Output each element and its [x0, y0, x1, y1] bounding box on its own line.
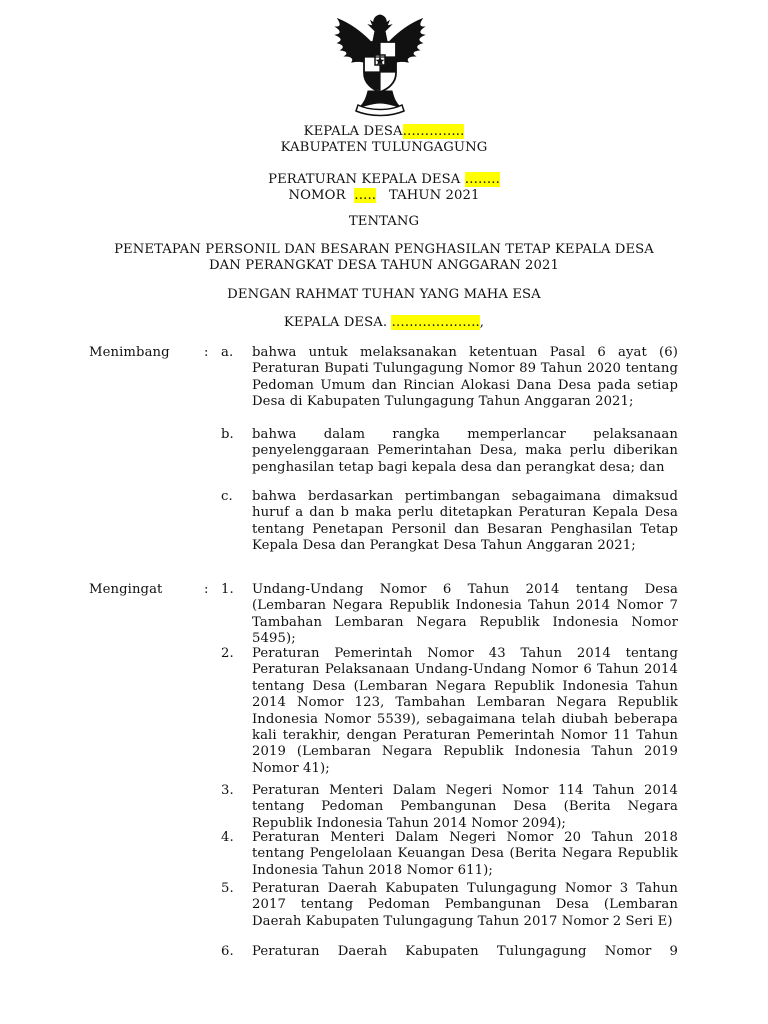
- mengingat-marker-6: 6.: [221, 944, 234, 959]
- regulation-title-prefix: PERATURAN KEPALA DESA: [268, 172, 461, 187]
- head-prefix: KEPALA DESA.: [283, 315, 388, 330]
- issuer-blank: …………..: [402, 124, 465, 139]
- mengingat-marker-2: 2.: [221, 646, 234, 661]
- mengingat-marker-5: 5.: [221, 881, 234, 896]
- about-label: TENTANG: [348, 214, 420, 229]
- regulation-title-blank: ……..: [464, 172, 500, 187]
- blessing-line: DENGAN RAHMAT TUHAN YANG MAHA ESA: [227, 287, 541, 302]
- mengingat-marker-3: 3.: [221, 783, 234, 798]
- issuer-prefix: KEPALA DESA: [303, 124, 403, 139]
- mengingat-item-5: Peraturan Daerah Kabupaten Tulungagung Nomor 3 Tahun 2017 tentang Pedoman Pembangunan Desa (Lembaran Daerah Kabupaten Tulungagung Tahun 2017 Nomor 2 Seri E): [252, 881, 678, 929]
- head-line: [0, 315, 768, 331]
- menimbang-item-a: bahwa untuk melaksanakan ketentuan Pasal 6 ayat (6) Peraturan Bupati Tulungagung Nomor 89 Tahun 2020 tentang Pedoman Umum dan Rincian Alokasi Dana Desa pada setiap Desa di Kabupaten Tulungagung Tahun Anggaran 2021;: [252, 345, 678, 410]
- regulation-year: TAHUN 2021: [388, 188, 480, 203]
- regulation-title-line: [0, 172, 768, 188]
- garuda-emblem-icon: [330, 11, 430, 119]
- menimbang-marker-b: b.: [221, 427, 234, 442]
- menimbang-marker-c: c.: [221, 489, 233, 504]
- mengingat-item-2: Peraturan Pemerintah Nomor 43 Tahun 2014 tentang Peraturan Pelaksanaan Undang-Undang Nomor 6 Tahun 2014 tentang Desa (Lembaran Negara Republik Indonesia Tahun 2014 Nomor 123, Tambahan Lembaran Negara Republik Indonesia Nomor 5539), sebagaimana telah diubah beberapa kali terakhir, dengan Peraturan Pemerintah Nomor 11 Tahun 2019 (Lembaran Negara Republik Indonesia Tahun 2019 Nomor 41);: [252, 646, 678, 776]
- head-suffix: ,: [479, 315, 485, 330]
- about-title-line2: DAN PERANGKAT DESA TAHUN ANGGARAN 2021: [208, 258, 560, 273]
- issuer-line: [0, 124, 768, 140]
- menimbang-label: Menimbang: [89, 345, 170, 360]
- menimbang-colon: :: [204, 345, 209, 360]
- number-blank: …..: [354, 188, 377, 203]
- menimbang-marker-a: a.: [221, 345, 234, 360]
- regency-line: KABUPATEN TULUNGAGUNG: [280, 140, 488, 155]
- mengingat-item-4: Peraturan Menteri Dalam Negeri Nomor 20 Tahun 2018 tentang Pengelolaan Keuangan Desa (Berita Negara Republik Indonesia Tahun 2018 Nomor 611);: [252, 830, 678, 878]
- mengingat-item-6: Peraturan Daerah Kabupaten Tulungagung Nomor 9: [252, 944, 678, 959]
- mengingat-marker-4: 4.: [221, 830, 234, 845]
- mengingat-colon: :: [204, 582, 209, 597]
- mengingat-label: Mengingat: [89, 582, 163, 597]
- menimbang-item-b: bahwa dalam rangka memperlancar pelaksanaan penyelenggaraan Pemerintahan Desa, maka perlu diberikan penghasilan tetap bagi kepala desa dan perangkat desa; dan: [252, 427, 678, 475]
- about-title-line1: PENETAPAN PERSONIL DAN BESARAN PENGHASILAN TETAP KEPALA DESA: [114, 242, 654, 257]
- number-prefix: NOMOR: [288, 188, 346, 203]
- head-blank: ………………..: [391, 315, 480, 330]
- mengingat-item-1: Undang-Undang Nomor 6 Tahun 2014 tentang Desa (Lembaran Negara Republik Indonesia Tahun 2014 Nomor 7 Tambahan Lembaran Negara Republik Indonesia Nomor 5495);: [252, 582, 678, 647]
- regulation-number-line: [0, 188, 768, 204]
- mengingat-item-3: Peraturan Menteri Dalam Negeri Nomor 114 Tahun 2014 tentang Pedoman Pembangunan Desa (Berita Negara Republik Indonesia Tahun 2014 Nomor 2094);: [252, 783, 678, 831]
- mengingat-marker-1: 1.: [221, 582, 234, 597]
- menimbang-item-c: bahwa berdasarkan pertimbangan sebagaimana dimaksud huruf a dan b maka perlu ditetapkan Peraturan Kepala Desa tentang Penetapan Personil dan Besaran Penghasilan Tetap Kepala Desa dan Perangkat Desa Tahun Anggaran 2021;: [252, 489, 678, 554]
